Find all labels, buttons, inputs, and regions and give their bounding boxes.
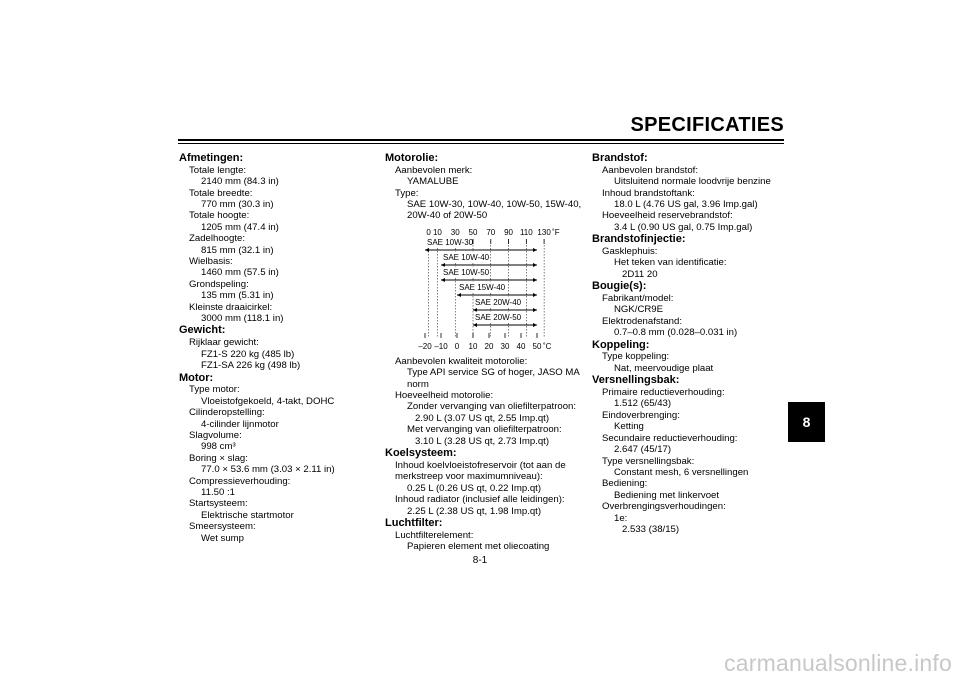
spec-label: Luchtfilterelement:	[395, 529, 474, 541]
page-title: SPECIFICATIES	[630, 114, 784, 136]
spec-label: Type koppeling:	[602, 351, 670, 363]
spec-value: 77.0 × 53.6 mm (3.03 × 2.11 in)	[201, 464, 335, 476]
spec-label: Compressieverhouding:	[189, 475, 291, 487]
spec-label: Totale hoogte:	[189, 210, 250, 222]
spec-label: Totale lengte:	[189, 164, 247, 176]
spec-value: 3.10 L (3.28 US qt, 2.73 Imp.qt)	[415, 435, 550, 447]
spec-value: Uitsluitend normale loodvrije benzine	[614, 176, 771, 188]
chart-bottom-tick-label: 20	[484, 341, 494, 351]
spec-value: 11.50 :1	[201, 486, 235, 498]
spec-value: norm	[407, 378, 429, 390]
chart-bottom-tick-label: –10	[434, 341, 448, 351]
chart-bar-arrow-left	[457, 293, 461, 297]
spec-value: 3.4 L (0.90 US gal, 0.75 Imp.gal)	[614, 221, 753, 233]
spec-value: 998 cm³	[201, 441, 236, 453]
chart-bar-arrow-left	[425, 248, 429, 252]
chart-top-tick-label: 130	[537, 227, 551, 237]
spec-label: Smeersysteem:	[189, 521, 256, 533]
spec-value: Papieren element met oliecoating	[407, 541, 550, 553]
spec-label: Zonder vervanging van oliefilterpatroon:	[407, 401, 577, 413]
chart-top-tick-label: 0	[426, 227, 431, 237]
spec-label: Grondspeling:	[189, 278, 249, 290]
spec-label: Wielbasis:	[189, 256, 233, 268]
spec-label: Type:	[395, 187, 419, 199]
spec-value: NGK/CR9E	[614, 304, 664, 316]
spec-label: Met vervanging van oliefilterpatroon:	[407, 424, 562, 436]
spec-value: 4-cilinder lijnmotor	[201, 418, 279, 430]
section-brandstof: Brandstof:	[592, 152, 648, 164]
spec-value: 2D11 20	[622, 268, 658, 280]
spec-value: 1205 mm (47.4 in)	[201, 221, 279, 233]
chart-bar-label: SAE 20W-40	[475, 297, 522, 307]
spec-label: Inhoud radiator (inclusief alle leidingen):	[395, 494, 565, 506]
spec-label: Zadelhoogte:	[189, 233, 246, 245]
oil-viscosity-chart	[405, 225, 560, 353]
spec-value: Bediening met linkervoet	[614, 489, 720, 501]
chart-bar-label: SAE 10W-50	[443, 267, 490, 277]
chart-bottom-unit: ˚C	[543, 341, 552, 351]
section-brandstofinjectie: Brandstofinjectie:	[592, 233, 686, 246]
spec-label: Het teken van identificatie:	[614, 257, 727, 269]
chart-bar-label: SAE 10W-30	[427, 237, 474, 247]
spec-value: FZ1-S 220 kg (485 lb)	[201, 348, 295, 360]
chart-bar-label: SAE 15W-40	[459, 282, 506, 292]
column-2	[385, 152, 585, 553]
column-1	[179, 152, 369, 544]
header-rule-thick	[178, 139, 784, 141]
chart-bar-arrow-right	[533, 323, 537, 327]
spec-label: merkstreep voor maximumniveau):	[395, 471, 543, 483]
spec-value: 18.0 L (4.76 US gal, 3.96 Imp.gal)	[614, 199, 758, 211]
spec-label: Aanbevolen kwaliteit motorolie:	[395, 355, 528, 367]
spec-value: YAMALUBE	[407, 176, 459, 188]
spec-label: Bediening:	[602, 478, 648, 490]
chart-bottom-tick-label: 30	[500, 341, 510, 351]
section-luchtfilter: Luchtfilter:	[385, 516, 443, 529]
spec-label: Inhoud koelvloeistofreservoir (tot aan de	[395, 459, 566, 471]
chart-bars	[425, 236, 537, 327]
spec-label: Fabrikant/model:	[602, 293, 674, 305]
section-versnellingsbak: Versnellingsbak:	[592, 374, 680, 387]
spec-label: Type motor:	[189, 384, 240, 396]
section-koppeling: Koppeling:	[592, 338, 650, 351]
chart-bottom-tick-label: 40	[516, 341, 526, 351]
spec-value: 2.533 (38/15)	[622, 523, 680, 535]
chart-bottom-axis	[418, 333, 551, 351]
chart-top-tick-label: 90	[504, 227, 514, 237]
spec-label: Gasklephuis:	[602, 246, 658, 258]
spec-value: 20W-40 of 20W-50	[407, 210, 488, 222]
header-rule-thin	[178, 143, 784, 144]
spec-label: Primaire reductieverhouding:	[602, 387, 725, 399]
spec-label: Hoeveelheid motorolie:	[395, 390, 494, 402]
spec-label: Inhoud brandstoftank:	[602, 187, 695, 199]
spec-label: Elektrodenafstand:	[602, 315, 683, 327]
spec-value: Elektrische startmotor	[201, 509, 294, 521]
spec-value: 1460 mm (57.5 in)	[201, 267, 279, 279]
spec-label: Slagvolume:	[189, 429, 242, 441]
chart-bottom-tick-label: 50	[532, 341, 542, 351]
chart-top-tick-label: 50	[468, 227, 478, 237]
spec-label: Cilinderopstelling:	[189, 407, 265, 419]
chart-top-tick-label: 10	[432, 227, 442, 237]
chart-bar-arrow-right	[533, 308, 537, 312]
spec-value: 0.7–0.8 mm (0.028–0.031 in)	[614, 327, 738, 339]
chart-top-tick-label: 70	[486, 227, 496, 237]
chart-bar-arrow-right	[533, 278, 537, 282]
chart-bar-arrow-right	[533, 263, 537, 267]
chart-bar-arrow-right	[533, 293, 537, 297]
chart-bar-arrow-left	[441, 263, 445, 267]
spec-value: Type API service SG of hoger, JASO MA	[407, 367, 580, 379]
chart-bottom-tick-label: –20	[418, 341, 432, 351]
spec-value: 770 mm (30.3 in)	[201, 199, 274, 211]
column-3	[592, 152, 782, 535]
chapter-tab[interactable]: 8	[788, 402, 825, 442]
spec-label: Hoeveelheid reservebrandstof:	[602, 210, 733, 222]
spec-label: Type versnellingsbak:	[602, 455, 695, 467]
spec-label: Kleinste draaicirkel:	[189, 301, 273, 313]
spec-value: 2.90 L (3.07 US qt, 2.55 Imp.qt)	[415, 412, 550, 424]
spec-label: Overbrengingsverhoudingen:	[602, 501, 726, 513]
chart-bar-arrow-left	[441, 278, 445, 282]
spec-value: FZ1-SA 226 kg (498 lb)	[201, 360, 301, 372]
chart-bar-label: SAE 10W-40	[443, 252, 490, 262]
section-koelsysteem: Koelsysteem:	[385, 447, 457, 460]
spec-label: 1e:	[614, 512, 628, 524]
spec-value: 2.25 L (2.38 US qt, 1.98 Imp.qt)	[407, 505, 542, 517]
spec-value: 1.512 (65/43)	[614, 398, 672, 410]
chart-bar-label: SAE 20W-50	[475, 312, 522, 322]
spec-label: Startsysteem:	[189, 498, 248, 510]
spec-value: Nat, meervoudige plaat	[614, 362, 714, 374]
chart-bottom-tick-label: 0	[454, 341, 460, 351]
section-bougie: Bougie(s):	[592, 280, 647, 293]
spec-value: Vloeistofgekoeld, 4-takt, DOHC	[201, 395, 335, 407]
spec-value: 2140 mm (84.3 in)	[201, 176, 279, 188]
spec-value: Constant mesh, 6 versnellingen	[614, 466, 749, 478]
spec-value: 815 mm (32.1 in)	[201, 244, 274, 256]
spec-label: Totale breedte:	[189, 187, 253, 199]
page-number: 8-1	[472, 555, 488, 566]
spec-label: Eindoverbrenging:	[602, 409, 680, 421]
chart-top-tick-label: 110	[519, 227, 533, 237]
section-gewicht: Gewicht:	[179, 324, 226, 337]
section-motor: Motor:	[179, 371, 214, 384]
spec-value: SAE 10W-30, 10W-40, 10W-50, 15W-40,	[407, 199, 582, 211]
section-afmetingen: Afmetingen:	[179, 152, 244, 164]
spec-value: Ketting	[614, 421, 644, 433]
spec-label: Secundaire reductieverhouding:	[602, 432, 738, 444]
spec-value: 2.647 (45/17)	[614, 444, 672, 456]
spec-value: Wet sump	[201, 532, 245, 544]
spec-label: Aanbevolen brandstof:	[602, 164, 699, 176]
chart-bar-arrow-left	[473, 308, 477, 312]
watermark: carmanualsonline.info	[724, 650, 952, 676]
spec-value: 135 mm (5.31 in)	[201, 290, 274, 302]
spec-value: 3000 mm (118.1 in)	[201, 313, 284, 325]
chart-bottom-tick-label: 10	[468, 341, 478, 351]
chart-top-tick-label: 30	[450, 227, 460, 237]
chart-bar-arrow-left	[473, 323, 477, 327]
chart-top-unit: ˚F	[552, 227, 560, 237]
chart-bar-arrow-right	[533, 248, 537, 252]
spec-value: 0.25 L (0.26 US qt, 0.22 Imp.qt)	[407, 482, 542, 494]
spec-label: Aanbevolen merk:	[395, 164, 473, 176]
spec-label: Boring × slag:	[189, 452, 248, 464]
section-motorolie: Motorolie:	[385, 152, 439, 164]
spec-label: Rijklaar gewicht:	[189, 337, 259, 349]
